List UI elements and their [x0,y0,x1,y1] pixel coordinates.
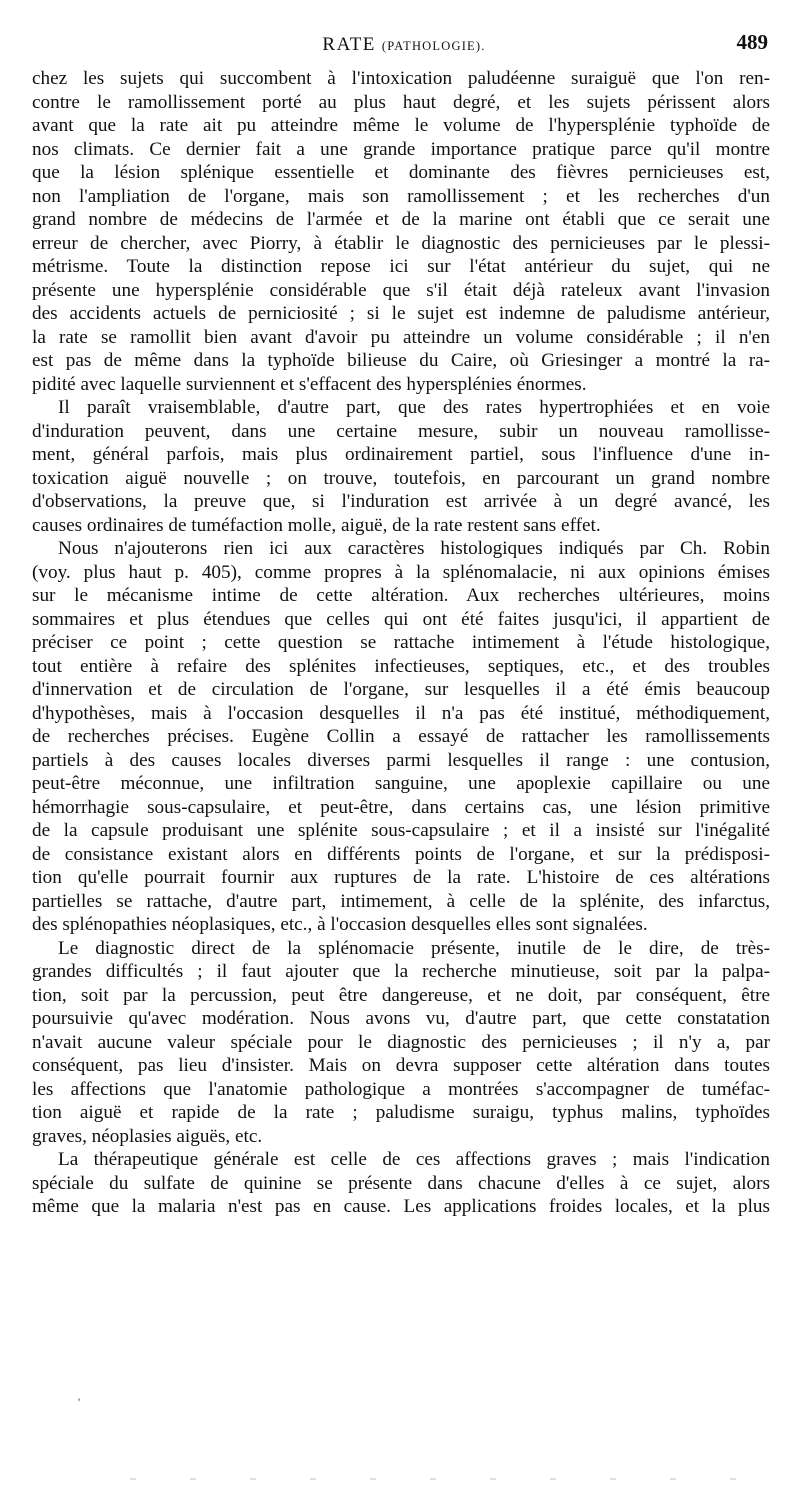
text-line: sur le mécanisme intime de cette altération. Aux recherches ultérieures, moins [32,585,770,606]
text-line: n'avait aucune valeur spéciale pour le diagnostic des pernicieuses ; il n'y a, par [32,1031,770,1053]
text-line: sommaires et plus étendues que celles qui ont été faites jusqu'ici, il appartient de [32,608,770,630]
text-line: toxication aiguë nouvelle ; on trouve, toutefois, en parcourant un grand nombre [32,467,770,489]
text-line: des accidents actuels de perniciosité ; si le sujet est indemne de paludisme antérieur, [32,303,770,324]
body-text [32,67,770,1219]
text-line: peut-être méconnue, une infiltration sanguine, une apoplexie capillaire ou une [32,773,770,794]
stray-mark: ' [78,1395,81,1409]
text-line: conséquent, pas lieu d'insister. Mais on devra supposer cette altération dans toutes [32,1055,770,1076]
running-title [40,34,768,56]
text-line: partielles se rattache, d'autre part, intimement, à celle de la splénite, des infarctus, [32,890,770,912]
text-line: causes ordinaires de tuméfaction molle, aiguë, de la rate restent sans effet. [32,514,601,536]
text-line: pidité avec laquelle surviennent et s'effacent des hypersplénies énormes. [32,373,587,395]
text-line: d'hypothèses, mais à l'occasion desquelles il n'a pas été institué, méthodiquement, [32,702,770,724]
text-line: partiels à des causes locales diverses parmi lesquelles il range : une contusion, [32,749,770,771]
text-line: Nous n'ajouterons rien ici aux caractères histologiques indiqués par Ch. Robin [58,538,770,559]
text-line: préciser ce point ; cette question se rattache intimement à l'étude histologique, [32,632,770,653]
text-line: Il paraît vraisemblable, d'autre part, que des rates hypertrophiées et en voie [58,397,770,418]
text-line: que la lésion splénique essentielle et dominante des fièvres pernicieuses est, [32,162,770,183]
text-line: non l'ampliation de l'organe, mais son ramollissement ; et les recherches d'un [32,185,770,207]
text-line: (voy. plus haut p. 405), comme propres à la splénomalacie, ni aux opinions émises [32,561,770,583]
text-line: hémorrhagie sous-capsulaire, et peut-être, dans certains cas, une lésion primitive [32,796,770,818]
text-line: même que la malaria n'est pas en cause. Les applications froides locales, et la plus [32,1196,770,1217]
text-line: d'induration peuvent, dans une certaine mesure, subir un nouveau ramollisse- [32,420,770,442]
scan-noise [130,1478,770,1480]
page-number: 489 [736,30,768,54]
text-line: Le diagnostic direct de la splénomacie présente, inutile de le dire, de très- [58,937,770,959]
text-line: est pas de même dans la typhoïde bilieuse du Caire, où Griesinger a montré la ra- [32,350,770,371]
text-line: avant que la rate ait pu atteindre même le volume de l'hypersplénie typhoïde de [32,115,770,136]
text-line: la rate se ramollit bien avant d'avoir pu atteindre un volume considérable ; il n'en [32,326,770,348]
text-line: de la capsule produisant une splénite sous-capsulaire ; et il a insisté sur l'inégalité [32,820,770,841]
text-line: tion qu'elle pourrait fournir aux ruptures de la rate. L'histoire de ces altérations [32,867,770,888]
text-line: les affections que l'anatomie pathologique a montrées s'accompagner de tuméfac- [32,1078,770,1100]
running-title-sub: (PATHOLOGIE). [381,39,486,53]
text-line: contre le ramollissement porté au plus haut degré, et les sujets périssent alors [32,91,770,113]
text-line: d'innervation et de circulation de l'organe, sur lesquelles il a été émis beaucoup [32,679,770,700]
running-title-main: RATE [322,34,376,55]
text-line: graves, néoplasies aiguës, etc. [32,1125,263,1147]
text-line: La thérapeutique générale est celle de ces affections graves ; mais l'indication [58,1149,770,1170]
text-line: d'observations, la preuve que, si l'induration est arrivée à un degré avancé, les [32,491,770,512]
text-line: grandes difficultés ; il faut ajouter que la recherche minutieuse, soit par la palpa- [32,961,770,982]
text-line: des splénopathies néoplasiques, etc., à l'occasion desquelles elles sont signalées. [32,914,648,935]
page-header [40,30,768,62]
text-line: de recherches précises. Eugène Collin a essayé de rattacher les ramollissements [32,726,770,747]
text-line: de consistance existant alors en différents points de l'organe, et sur la prédisposi- [32,843,770,865]
text-line: tion, soit par la percussion, peut être dangereuse, et ne doit, par conséquent, être [32,984,770,1006]
text-line: nos climats. Ce dernier fait a une grande importance pratique parce qu'il montre [32,138,770,160]
text-line: présente une hypersplénie considérable que s'il était déjà rateleux avant l'invasion [32,279,770,301]
text-line: tout entière à refaire des splénites infectieuses, septiques, etc., et des troubles [32,655,770,677]
text-line: ment, général parfois, mais plus ordinairement partiel, sous l'influence d'une in- [32,444,770,465]
text-line: chez les sujets qui succombent à l'intoxication paludéenne suraiguë que l'on ren- [32,68,770,89]
text-line: spéciale du sulfate de quinine se présente dans chacune d'elles à ce sujet, alors [32,1172,770,1194]
text-line: poursuivie qu'avec modération. Nous avons vu, d'autre part, que cette constatation [32,1008,770,1029]
text-line: métrisme. Toute la distinction repose ici sur l'état antérieur du sujet, qui ne [32,256,770,277]
text-line: grand nombre de médecins de l'armée et de la marine ont établi que ce serait une [32,209,770,230]
text-line: erreur de chercher, avec Piorry, à établir le diagnostic des pernicieuses par le plessi- [32,232,770,254]
text-line: tion aiguë et rapide de la rate ; paludisme suraigu, typhus malins, typhoïdes [32,1102,770,1123]
